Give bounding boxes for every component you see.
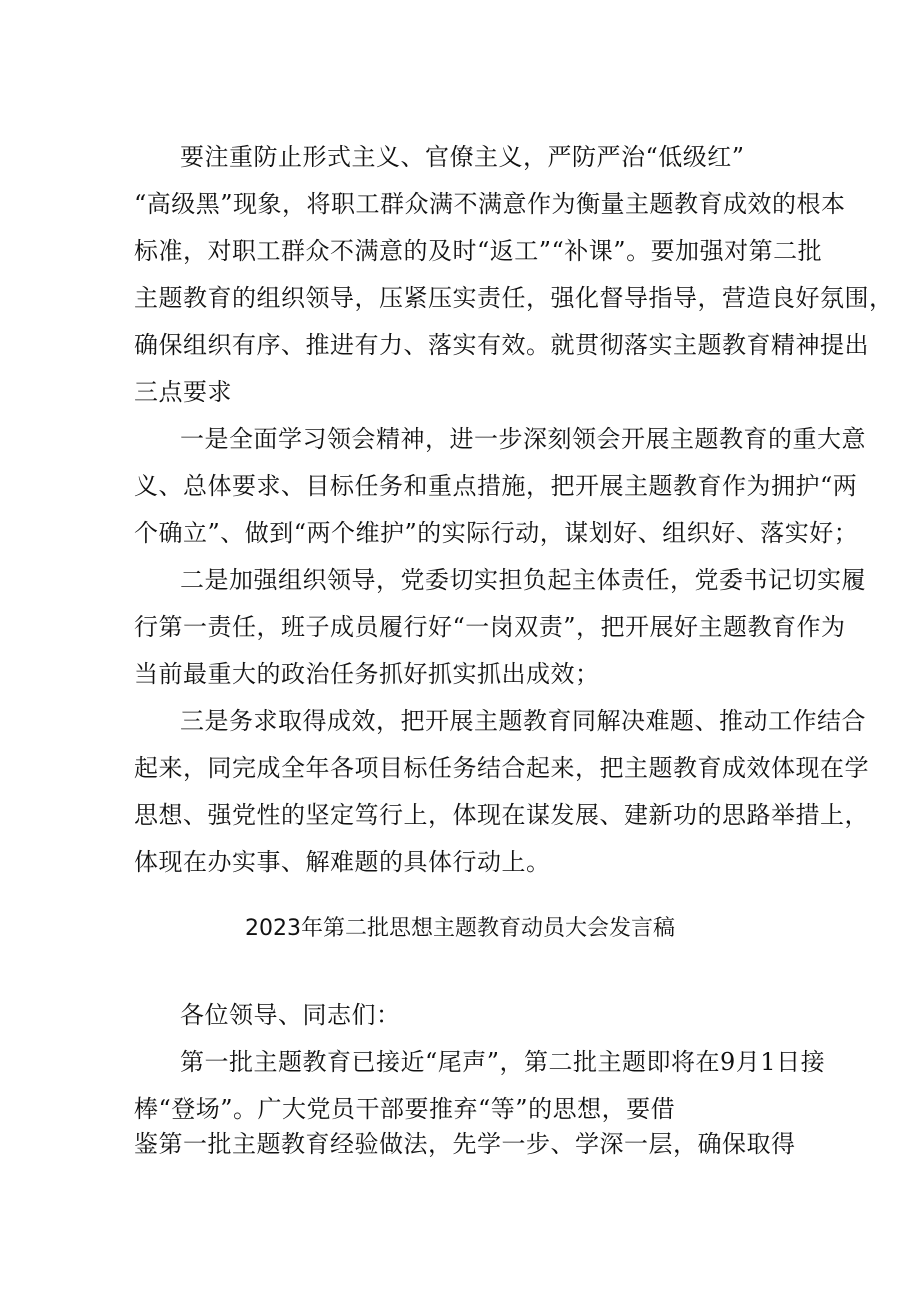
paragraph-line: 体现在办实事、解难题的具体行动上。 bbox=[134, 848, 551, 876]
paragraph-line: 义、总体要求、目标任务和重点措施，把开展主题教育作为拥护“两 bbox=[134, 472, 858, 500]
paragraph-line: 要注重防止形式主义、官僚主义，严防严治“低级红” bbox=[180, 143, 745, 171]
paragraph-line: 主题教育的组织领导，压紧压实责任，强化督导指导，营造良好氛围， bbox=[134, 284, 894, 312]
paragraph-line: “高级黑”现象，将职工群众满不满意作为衡量主题教育成效的根本 bbox=[134, 190, 846, 218]
document-title: 2023年第二批思想主题教育动员大会发言稿 bbox=[245, 916, 675, 941]
paragraph-line: 棒“登场”。广大党员干部要推弃“等”的思想，要借 bbox=[134, 1095, 676, 1123]
paragraph-line: 二是加强组织领导，党委切实担负起主体责任，党委书记切实履 bbox=[180, 566, 866, 594]
paragraph-line: 标准，对职工群众不满意的及时“返工”“补课”。要加强对第二批 bbox=[134, 237, 823, 265]
paragraph-line: 个确立”、做到“两个维护”的实际行动，谋划好、组织好、落实好； bbox=[134, 519, 859, 547]
paragraph-line: 一是全面学习领会精神，进一步深刻领会开展主题教育的重大意 bbox=[180, 425, 866, 453]
paragraph-line: 起来，同完成全年各项目标任务结合起来，把主题教育成效体现在学 bbox=[134, 754, 869, 782]
paragraph-line: 行第一责任，班子成员履行好“一岗双责”，把开展好主题教育作为 bbox=[134, 613, 846, 641]
paragraph-line: 三点要求 bbox=[134, 378, 232, 406]
paragraph-line: 第一批主题教育已接近“尾声”，第二批主题即将在9月1日接 bbox=[180, 1048, 826, 1076]
paragraph-line: 鉴第一批主题教育经验做法，先学一步、学深一层，确保取得 bbox=[134, 1130, 796, 1158]
paragraph-line: 三是务求取得成效，把开展主题教育同解决难题、推动工作结合 bbox=[180, 707, 866, 735]
paragraph-line: 思想、强党性的坚定笃行上，体现在谋发展、建新功的思路举措上， bbox=[134, 801, 869, 829]
salutation: 各位领导、同志们： bbox=[180, 1001, 401, 1029]
paragraph-line: 确保组织有序、推进有力、落实有效。就贯彻落实主题教育精神提出 bbox=[134, 331, 869, 359]
paragraph-line: 当前最重大的政治任务抓好抓实抓出成效； bbox=[134, 660, 600, 688]
